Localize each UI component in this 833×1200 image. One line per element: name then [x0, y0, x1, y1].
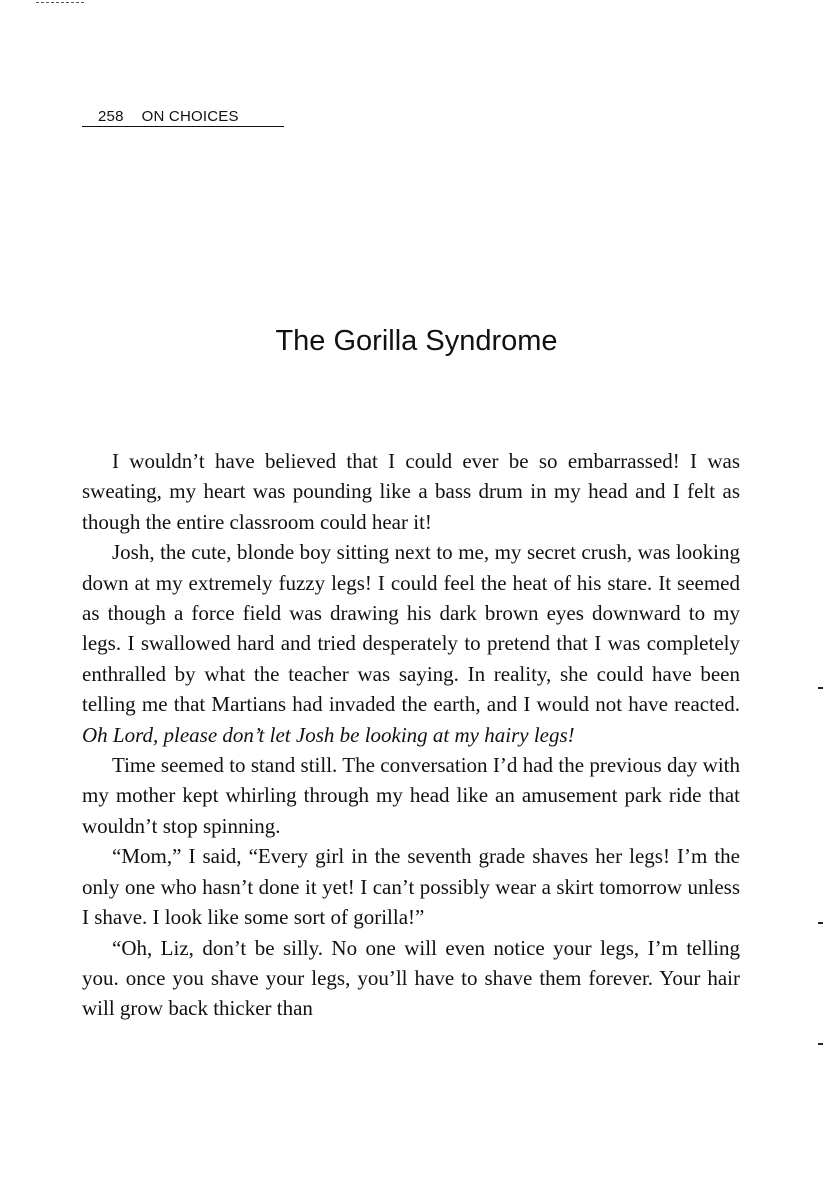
- paragraph-2: Josh, the cute, blonde boy sitting next to me, my secret crush, was looking down at my extremely fuzzy legs! I could feel the heat of his stare. It seemed as though a force field was drawing his dark brown eyes downward to my legs. I swallowed hard and tried desperately to pretend that I was completely enthralled by what the teacher was saying. In reality, she could have been telling me that Martians had invaded the earth, and I would not have reacted. Oh Lord, please don’t let Josh be looking at my hairy legs!: [82, 540, 740, 747]
- chapter-title: The Gorilla Syndrome: [275, 325, 558, 357]
- paragraph-1: I wouldn’t have believed that I could ever be so embarrassed! I was sweating, my heart was pounding like a bass drum in my head and I felt as though the entire classroom could hear it!: [82, 449, 740, 534]
- paragraph-3: Time seemed to stand still. The conversation I’d had the previous day with my mother kept whirling through my head like an amusement park ride that wouldn’t stop spinning.: [82, 753, 740, 838]
- margin-mark: [818, 922, 823, 924]
- running-header: [82, 108, 284, 127]
- margin-mark: [818, 687, 823, 689]
- page-number: 258: [98, 108, 124, 125]
- paragraph-5: “Oh, Liz, don’t be silly. No one will even notice your legs, I’m telling you. once you shave your legs, you’ll have to shave them forever. Your hair will grow back thicker than: [82, 935, 740, 1021]
- scan-corner-mark: [36, 2, 84, 5]
- margin-mark: [818, 1043, 823, 1045]
- body-text: [82, 446, 740, 1024]
- section-title: ON CHOICES: [141, 108, 239, 125]
- italic-thought: Oh Lord, please don’t let Josh be looking at my hairy legs!: [82, 722, 575, 747]
- paragraph-4: “Mom,” I said, “Every girl in the seventh grade shaves her legs! I’m the only one who hasn’t done it yet! I can’t possibly wear a skirt tomorrow unless I shave. I look like some sort of gorilla!”: [82, 844, 740, 930]
